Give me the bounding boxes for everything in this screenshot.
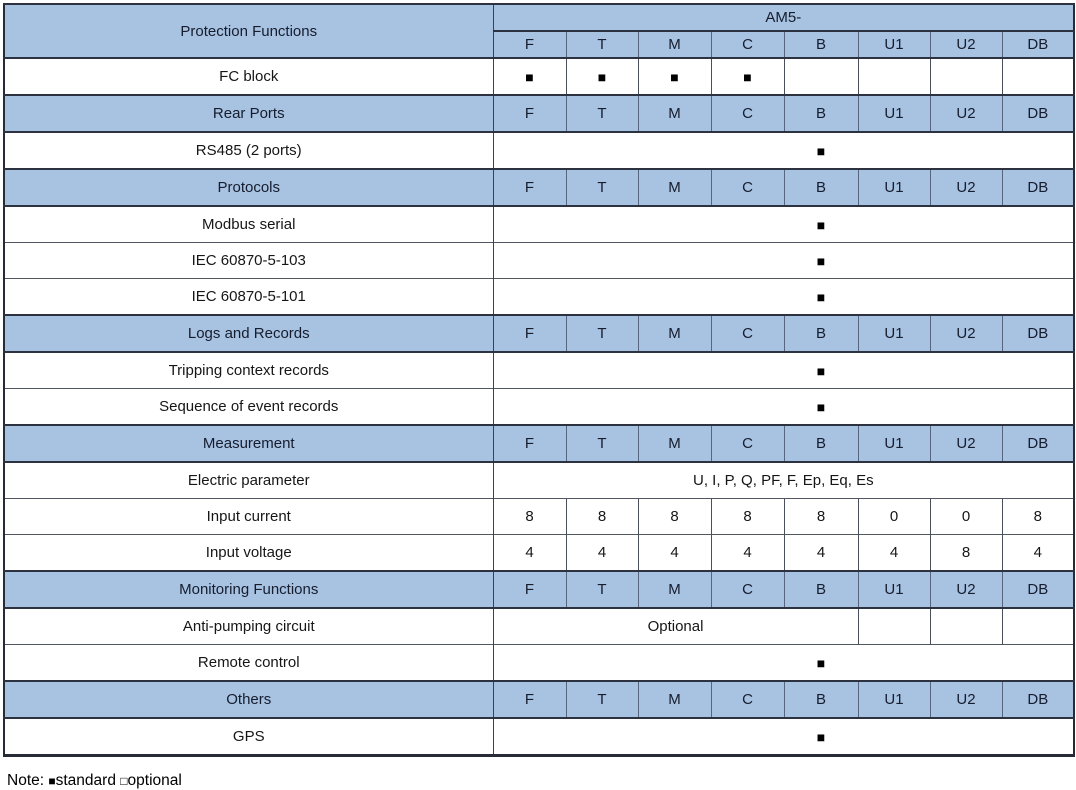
section-label: Protocols [4,169,493,206]
row-label: Modbus serial [4,206,493,243]
note-prefix: Note: [7,772,45,789]
column-header: U1 [858,95,930,132]
data-cell [1002,58,1074,95]
column-header: M [638,681,711,718]
data-cell: 8 [784,499,858,535]
column-header: B [784,169,858,206]
column-header: B [784,571,858,608]
table-row [4,206,1074,243]
data-cell: 4 [858,535,930,572]
spanned-value-cell: Optional [493,608,858,645]
section-row [4,95,1074,132]
standard-mark: ■ [784,389,858,426]
data-cell: 0 [930,499,1002,535]
standard-mark: ■ [784,243,858,279]
standard-square-icon: ■ [48,774,56,788]
column-header: U1 [858,31,930,58]
section-label: Rear Ports [4,95,493,132]
table-row [4,718,1074,756]
column-header: C [711,169,784,206]
row-label: IEC 60870-5-101 [4,279,493,316]
table-row [4,535,1074,572]
column-header: B [784,95,858,132]
data-cell: 4 [566,535,638,572]
column-header: C [711,571,784,608]
row-label: Electric parameter [4,462,493,499]
column-header: DB [1002,315,1074,352]
column-header: U1 [858,681,930,718]
column-header: DB [1002,681,1074,718]
header-row-group [4,4,1074,31]
table-row [4,608,1074,645]
column-header: M [638,571,711,608]
column-header: U1 [858,169,930,206]
data-cell: 8 [638,499,711,535]
table-row [4,645,1074,682]
table-row [4,462,1074,499]
column-header: C [711,315,784,352]
data-cell [784,58,858,95]
data-cell [858,58,930,95]
table-row [4,499,1074,535]
column-header: F [493,315,566,352]
standard-mark: ■ [566,58,638,95]
row-label: Anti-pumping circuit [4,608,493,645]
column-header: M [638,425,711,462]
data-cell [930,608,1002,645]
table-row [4,243,1074,279]
data-cell: 4 [493,535,566,572]
row-label: Sequence of event records [4,389,493,426]
column-header: DB [1002,425,1074,462]
note-optional-label: optional [127,772,182,789]
section-label: Others [4,681,493,718]
section-row [4,681,1074,718]
column-header: T [566,169,638,206]
spanned-value-cell: U, I, P, Q, PF, F, Ep, Eq, Es [493,462,1074,499]
column-header: T [566,315,638,352]
data-cell [930,58,1002,95]
table-row [4,389,1074,426]
standard-mark: ■ [784,132,858,169]
data-cell: 0 [858,499,930,535]
standard-mark: ■ [493,58,566,95]
standard-mark: ■ [638,58,711,95]
column-header: T [566,571,638,608]
column-header: B [784,31,858,58]
column-header: F [493,681,566,718]
column-header: U1 [858,571,930,608]
column-header: U2 [930,315,1002,352]
column-header: U2 [930,681,1002,718]
data-cell: 8 [930,535,1002,572]
optional-square-icon: □ [120,774,128,788]
column-header: U2 [930,571,1002,608]
data-cell: 4 [638,535,711,572]
column-header: M [638,31,711,58]
column-header: U2 [930,425,1002,462]
header-am5-group: AM5- [493,4,1074,31]
note-standard-label: standard [55,772,116,789]
column-header: B [784,315,858,352]
row-label: Input current [4,499,493,535]
standard-mark: ■ [784,718,858,756]
standard-mark: ■ [784,645,858,682]
data-cell: 8 [711,499,784,535]
column-header: B [784,681,858,718]
row-label: FC block [4,58,493,95]
table-row [4,58,1074,95]
section-row [4,315,1074,352]
data-cell [858,608,930,645]
column-header: B [784,425,858,462]
standard-mark: ■ [784,206,858,243]
table-row [4,279,1074,316]
row-label: Remote control [4,645,493,682]
column-header: F [493,31,566,58]
section-label: Logs and Records [4,315,493,352]
column-header: F [493,571,566,608]
column-header: T [566,31,638,58]
data-cell: 8 [566,499,638,535]
column-header: C [711,681,784,718]
table-row [4,132,1074,169]
row-label: GPS [4,718,493,756]
legend-note [7,772,1076,790]
standard-mark: ■ [711,58,784,95]
column-header: DB [1002,95,1074,132]
section-row [4,425,1074,462]
column-header: C [711,31,784,58]
column-header: M [638,95,711,132]
column-header: U1 [858,315,930,352]
row-label: Tripping context records [4,352,493,389]
column-header: U2 [930,31,1002,58]
table-row [4,352,1074,389]
column-header: U2 [930,95,1002,132]
column-header: F [493,425,566,462]
column-header: T [566,425,638,462]
column-header: C [711,425,784,462]
section-label: Measurement [4,425,493,462]
column-header: T [566,681,638,718]
column-header: M [638,169,711,206]
column-header: C [711,95,784,132]
data-cell: 8 [1002,499,1074,535]
column-header: F [493,95,566,132]
data-cell: 8 [493,499,566,535]
column-header: U1 [858,425,930,462]
data-cell [1002,608,1074,645]
header-protection-functions: Protection Functions [4,4,493,58]
column-header: T [566,95,638,132]
column-header: U2 [930,169,1002,206]
row-label: RS485 (2 ports) [4,132,493,169]
row-label: Input voltage [4,535,493,572]
column-header: DB [1002,31,1074,58]
data-cell: 4 [784,535,858,572]
row-label: IEC 60870-5-103 [4,243,493,279]
column-header: M [638,315,711,352]
section-label: Monitoring Functions [4,571,493,608]
section-row [4,571,1074,608]
feature-matrix-table [3,3,1075,757]
section-row [4,169,1074,206]
column-header: F [493,169,566,206]
data-cell: 4 [1002,535,1074,572]
column-header: DB [1002,169,1074,206]
standard-mark: ■ [784,279,858,316]
column-header: DB [1002,571,1074,608]
data-cell: 4 [711,535,784,572]
standard-mark: ■ [784,352,858,389]
